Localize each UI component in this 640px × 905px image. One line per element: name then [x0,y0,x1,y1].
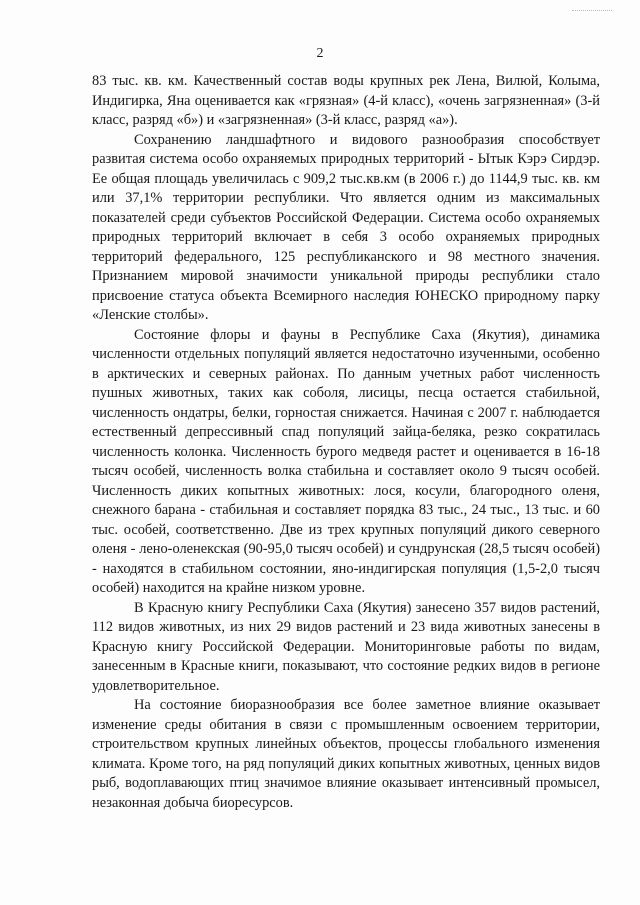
paragraph: На состояние биоразнообразия все более заметное влияние оказывает изменение среды обитания в связи с промышленным освоением территории, строительством крупных линейных объектов, процессы глобального изменения климата. Кроме того, на ряд популяций диких копытных животных, ценных видов рыб, водоплавающих птиц значимое влияние оказывает интенсивный промысел, незаконная добыча биоресурсов. [92,697,600,811]
document-body [92,72,600,813]
page-number: 2 [316,46,324,61]
scan-mark [572,10,612,12]
paragraph: Состояние флоры и фауны в Республике Саха (Якутия), динамика численности отдельных популяций является недостаточно изученными, особенно в арктических и северных районах. По данным учетных работ численность пушных животных, таких как соболя, лисицы, песца остается стабильной, численность ондатры, белки, горностая снижается. Начиная с 2007 г. наблюдается естественный депрессивный спад популяций зайца-беляка, резко сократилась численность колонка. Численность бурого медведя растет и оценивается в 16-18 тысяч особей, численность волка стабильна и составляет около 9 тысяч особей. Численность диких копытных животных: лося, косули, благородного оленя, снежного барана - стабильная и составляет порядка 83 тыс., 24 тыс., 13 тыс. и 60 тыс. особей, соответственно. Две из трех крупных популяций дикого северного оленя - лено-оленекская (90-95,0 тысяч особей) и сундрунская (28,5 тысяч особей) - находятся в стабильном состоянии, яно-индигирская популяция (1,5-2,0 тысяч особей) находится на крайне низком уровне. [92,326,600,596]
paragraph: Сохранению ландшафтного и видового разнообразия способствует развитая система особо охраняемых природных территорий - Ытык Кэрэ Сирдэр. Ее общая площадь увеличилась с 909,2 тыс.кв.км (в 2006 г.) до 1144,9 тыс. кв. км или 37,1% территории республики. Что является одним из максимальных показателей среди субъектов Российской Федерации. Система особо охраняемых природных территорий включает в себя 3 особо охраняемых природных территорий федерального, 125 республиканского и 98 местного значения. Признанием мировой значимости уникальной природы республики стало присвоение статуса объекта Всемирного наследия ЮНЕСКО природному парку «Ленские столбы». [92,131,600,323]
paragraph: В Красную книгу Республики Саха (Якутия) занесено 357 видов растений, 112 видов животных, из них 29 видов растений и 23 вида животных занесены в Красную книгу Российской Федерации. Мониторинговые работы по видам, занесенным в Красные книги, показывают, что состояние редких видов в регионе удовлетворительное. [92,599,600,694]
paragraph: 83 тыс. кв. км. Качественный состав воды крупных рек Лена, Вилюй, Колыма, Индигирка, Яна оценивается как «грязная» (4-й класс), «очень загрязненная» (3-й класс, разряд «б») и «загрязненная» (3-й класс, разряд «а»). [92,73,600,128]
